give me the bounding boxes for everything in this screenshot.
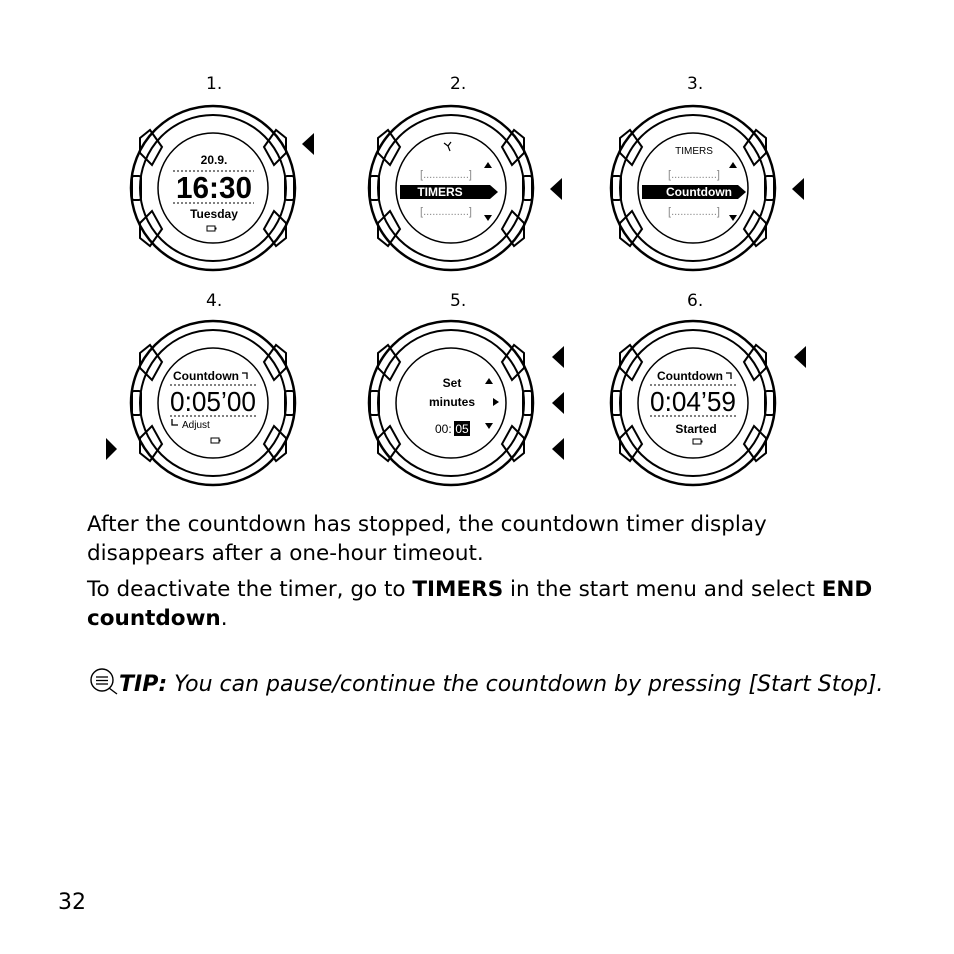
para2-text-a: To deactivate the timer, go to bbox=[87, 577, 413, 602]
watch-illustration-5 bbox=[366, 318, 576, 488]
battery-icon bbox=[693, 439, 703, 444]
step-number-1: 1. bbox=[206, 74, 223, 94]
button-arrow-icon bbox=[792, 178, 804, 200]
button-arrow-icon bbox=[302, 133, 314, 155]
page-number: 32 bbox=[58, 890, 86, 915]
scroll-up-icon bbox=[729, 162, 737, 168]
menu-selected: Countdown bbox=[666, 185, 732, 199]
para2-text-e: . bbox=[220, 606, 228, 631]
tip-body: You can pause/continue the countdown by pressing [Start Stop]. bbox=[167, 672, 884, 697]
screen-time: 16:30 bbox=[176, 170, 252, 205]
screen-time: 0:05’00 bbox=[170, 386, 256, 417]
tip-box bbox=[87, 668, 887, 699]
scroll-down-icon bbox=[729, 215, 737, 221]
screen-line-1: Set bbox=[442, 376, 462, 390]
watch-illustration-1 bbox=[128, 103, 318, 273]
step-number-4: 4. bbox=[206, 291, 223, 311]
watch-illustration-4 bbox=[104, 318, 304, 488]
watch-illustration-6 bbox=[608, 318, 818, 488]
tip-note-icon bbox=[87, 668, 119, 696]
bracket-top: [...............] bbox=[668, 169, 720, 181]
watch-illustration-2 bbox=[366, 103, 576, 273]
step-number-6: 6. bbox=[687, 291, 704, 311]
menu-selected: TIMERS bbox=[417, 185, 463, 199]
screen-title: Countdown bbox=[657, 369, 723, 383]
screen-time: 0:04’59 bbox=[650, 386, 736, 417]
screen-line-2: minutes bbox=[428, 395, 476, 409]
button-arrow-icon bbox=[552, 346, 564, 368]
screen-status: Started bbox=[675, 422, 717, 436]
paragraph-deactivate-timer bbox=[87, 575, 887, 633]
button-arrow-icon bbox=[552, 438, 564, 460]
para2-menu-timers: TIMERS bbox=[412, 577, 504, 602]
para2-text-c: in the start menu and select bbox=[503, 577, 822, 602]
battery-icon bbox=[211, 438, 221, 443]
watch-illustration-3 bbox=[608, 103, 818, 273]
scroll-up-icon bbox=[484, 162, 492, 168]
paragraph-countdown-stopped: After the countdown has stopped, the countdown timer display disappears after a one-hour timeout. bbox=[87, 512, 767, 566]
step-number-3: 3. bbox=[687, 74, 704, 94]
scroll-down-icon bbox=[484, 215, 492, 221]
scroll-down-icon bbox=[485, 423, 493, 429]
screen-day: Tuesday bbox=[190, 207, 238, 221]
run-figure-icon bbox=[444, 142, 451, 151]
screen-title: Countdown bbox=[173, 369, 239, 383]
bracket-bottom: [...............] bbox=[420, 206, 472, 218]
step-number-5: 5. bbox=[450, 291, 467, 311]
button-arrow-icon bbox=[552, 392, 564, 414]
screen-header: TIMERS bbox=[675, 146, 713, 157]
step-number-2: 2. bbox=[450, 74, 467, 94]
button-arrow-icon bbox=[106, 438, 117, 460]
bracket-top: [...............] bbox=[420, 169, 472, 181]
scroll-right-icon bbox=[493, 398, 499, 406]
button-arrow-icon bbox=[550, 178, 562, 200]
para2-end-countdown: END countdown bbox=[87, 577, 873, 631]
screen-date: 20.9. bbox=[200, 153, 228, 167]
bracket-bottom: [...............] bbox=[668, 206, 720, 218]
screen-value-edit: 05 bbox=[455, 422, 469, 436]
battery-icon bbox=[207, 226, 217, 231]
scroll-up-icon bbox=[485, 378, 493, 384]
screen-value-prefix: 00: bbox=[435, 422, 452, 436]
screen-hint: Adjust bbox=[182, 420, 210, 431]
tip-label: TIP: bbox=[119, 672, 168, 697]
button-arrow-icon bbox=[794, 346, 806, 368]
